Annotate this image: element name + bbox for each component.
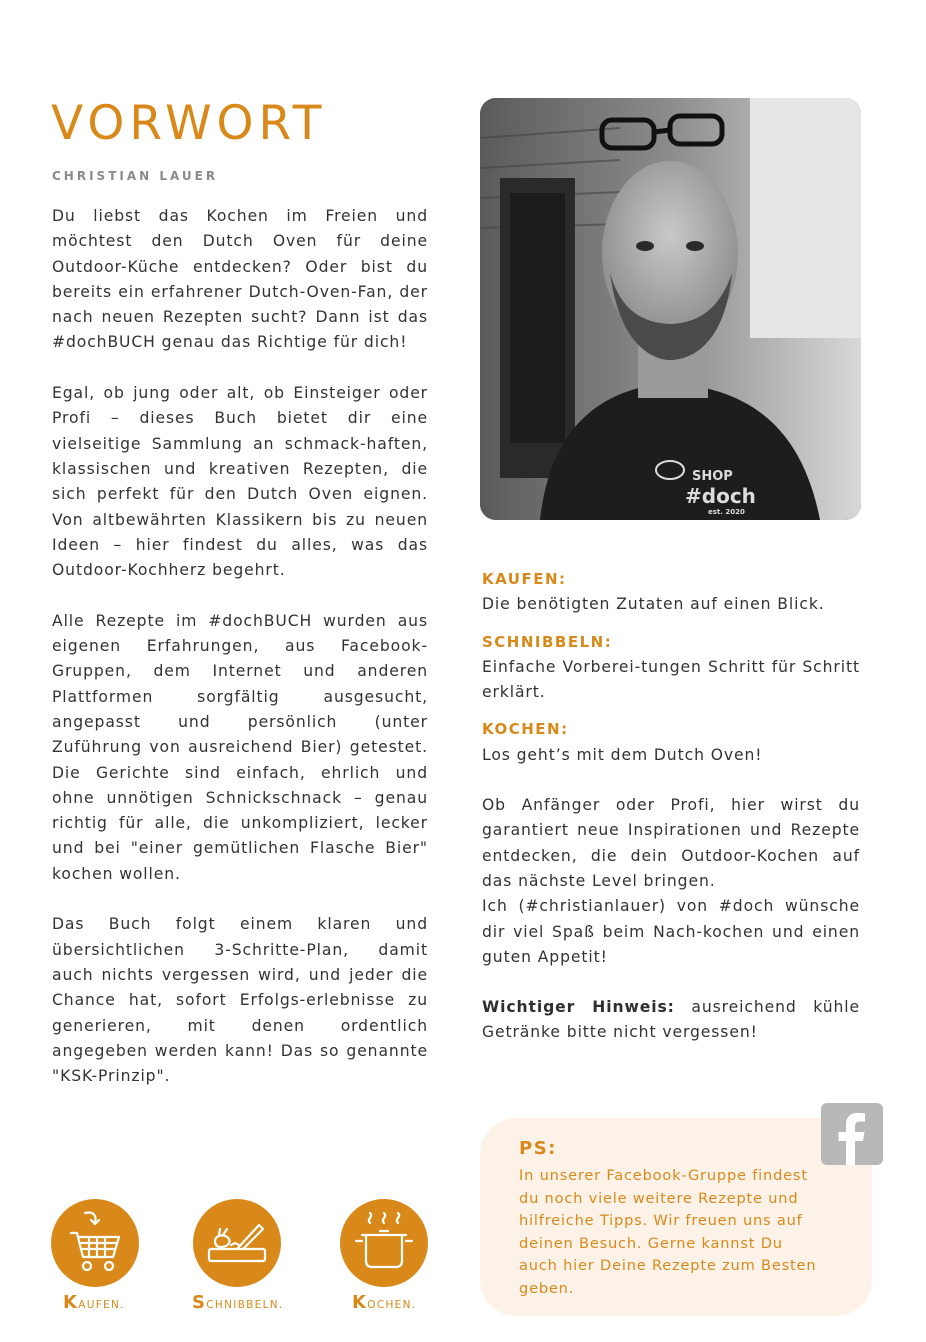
step-kaufen (482, 567, 860, 618)
important-hint (482, 995, 860, 1046)
step-text: Die benötigten Zutaten auf einen Blick. (482, 595, 825, 614)
schnibbeln-badge (193, 1199, 281, 1287)
author-name: CHRISTIAN LAUER (52, 169, 219, 183)
facebook-icon[interactable] (821, 1103, 883, 1165)
outro-text: Ob Anfänger oder Profi, hier wirst du garantiert neue Inspirationen und Rezepte entdecken, die dein Outdoor-Kochen auf das nächste Level bringen. (482, 796, 860, 890)
shirt-text-est: est. 2020 (708, 508, 745, 516)
step-schnibbeln (482, 630, 860, 706)
step-text: Einfache Vorberei-tungen Schritt für Schritt erklärt. (482, 657, 860, 702)
intro-paragraph-4: Das Buch folgt einem klaren und übersichtlichen 3-Schritte-Plan, damit auch nichts vergessen wird, und jeder die Chance hat, sofort Erfolgs-erlebnisse zu generieren, mit denen ordentlich angegeben werden kann! Das so genannte "KSK-Prinzip". (52, 915, 428, 1086)
caption-rest: AUFEN. (78, 1299, 125, 1311)
ps-box (480, 1118, 872, 1316)
author-photo (480, 98, 861, 520)
kochen-badge (340, 1199, 428, 1287)
ps-label: PS: (519, 1138, 557, 1159)
step-text: Los geht’s mit dem Dutch Oven! (482, 745, 763, 764)
hint-text: ausreichend kühle Getränke bitte nicht vergessen! (482, 998, 860, 1042)
kaufen-badge (51, 1199, 139, 1287)
caption-initial: K (352, 1292, 368, 1313)
schnibbeln-caption (192, 1292, 284, 1313)
step-label: KAUFEN: (482, 570, 567, 588)
kochen-caption (352, 1292, 416, 1313)
cooking-pot-icon (340, 1199, 428, 1287)
steps-section (482, 567, 860, 1046)
step-label: SCHNIBBELN: (482, 632, 613, 651)
step-label: KOCHEN: (482, 720, 569, 739)
page-title: VORWORT (51, 96, 327, 151)
hint-label: Wichtiger Hinweis: (482, 998, 675, 1017)
cutting-board-icon (193, 1199, 281, 1287)
intro-paragraph-1: Du liebst das Kochen im Freien und möchtest den Dutch Oven für deine Outdoor-Küche entdecken? Oder bist du bereits ein erfahrener Dutch-Oven-Fan, der nach neuen Rezepten sucht? Dann ist das #dochBUCH genau das Richtige für dich! (52, 207, 428, 352)
intro-paragraph-2: Egal, ob jung oder alt, ob Einsteiger oder Profi – dieses Buch bietet dir eine vielseitige Sammlung an schmack-haften, klassischen und kreativen Rezepten, die sich perfekt für den Dutch Oven eignen. Von altbewährten Klassikern bis zu neuen Ideen – hier findest du alles, was das Outdoor-Kochherz begehrt. (52, 384, 428, 580)
shirt-text-doch: #doch (685, 484, 756, 508)
signoff-text: Ich (#christianlauer) von #doch wünsche dir viel Spaß beim Nach-kochen und einen guten Appetit! (482, 897, 860, 966)
caption-rest: CHNIBBELN. (206, 1299, 284, 1311)
shopping-cart-icon (51, 1199, 139, 1287)
author-portrait-illustration (480, 98, 861, 520)
shirt-text-shop: SHOP (692, 469, 733, 484)
caption-rest: OCHEN. (367, 1299, 417, 1311)
ps-text: In unserer Facebook-Gruppe findest du noch viele weitere Rezepte und hilfreiche Tipps. Wir freuen uns auf deinen Besuch. Gerne kannst Du auch hier Deine Rezepte zum Besten geben. (519, 1167, 817, 1297)
step-kochen (482, 717, 860, 768)
caption-initial: S (192, 1292, 207, 1313)
intro-paragraph-3: Alle Rezepte im #dochBUCH wurden aus eigenen Erfahrungen, aus Facebook-Gruppen, dem Internet und anderen Plattformen sorgfältig ausgesucht, angepasst und persönlich (unter Zuführung von ausreichend Bier) getestet. Die Gerichte sind einfach, ehrlich und ohne unnötigen Schnickschnack – genau richtig für alle, die unkompliziert, lecker und bei "einer gemütlichen Flasche Bier" kochen wollen. (52, 611, 428, 883)
caption-initial: K (63, 1292, 79, 1313)
kaufen-caption (63, 1292, 125, 1313)
intro-text (52, 204, 428, 1115)
